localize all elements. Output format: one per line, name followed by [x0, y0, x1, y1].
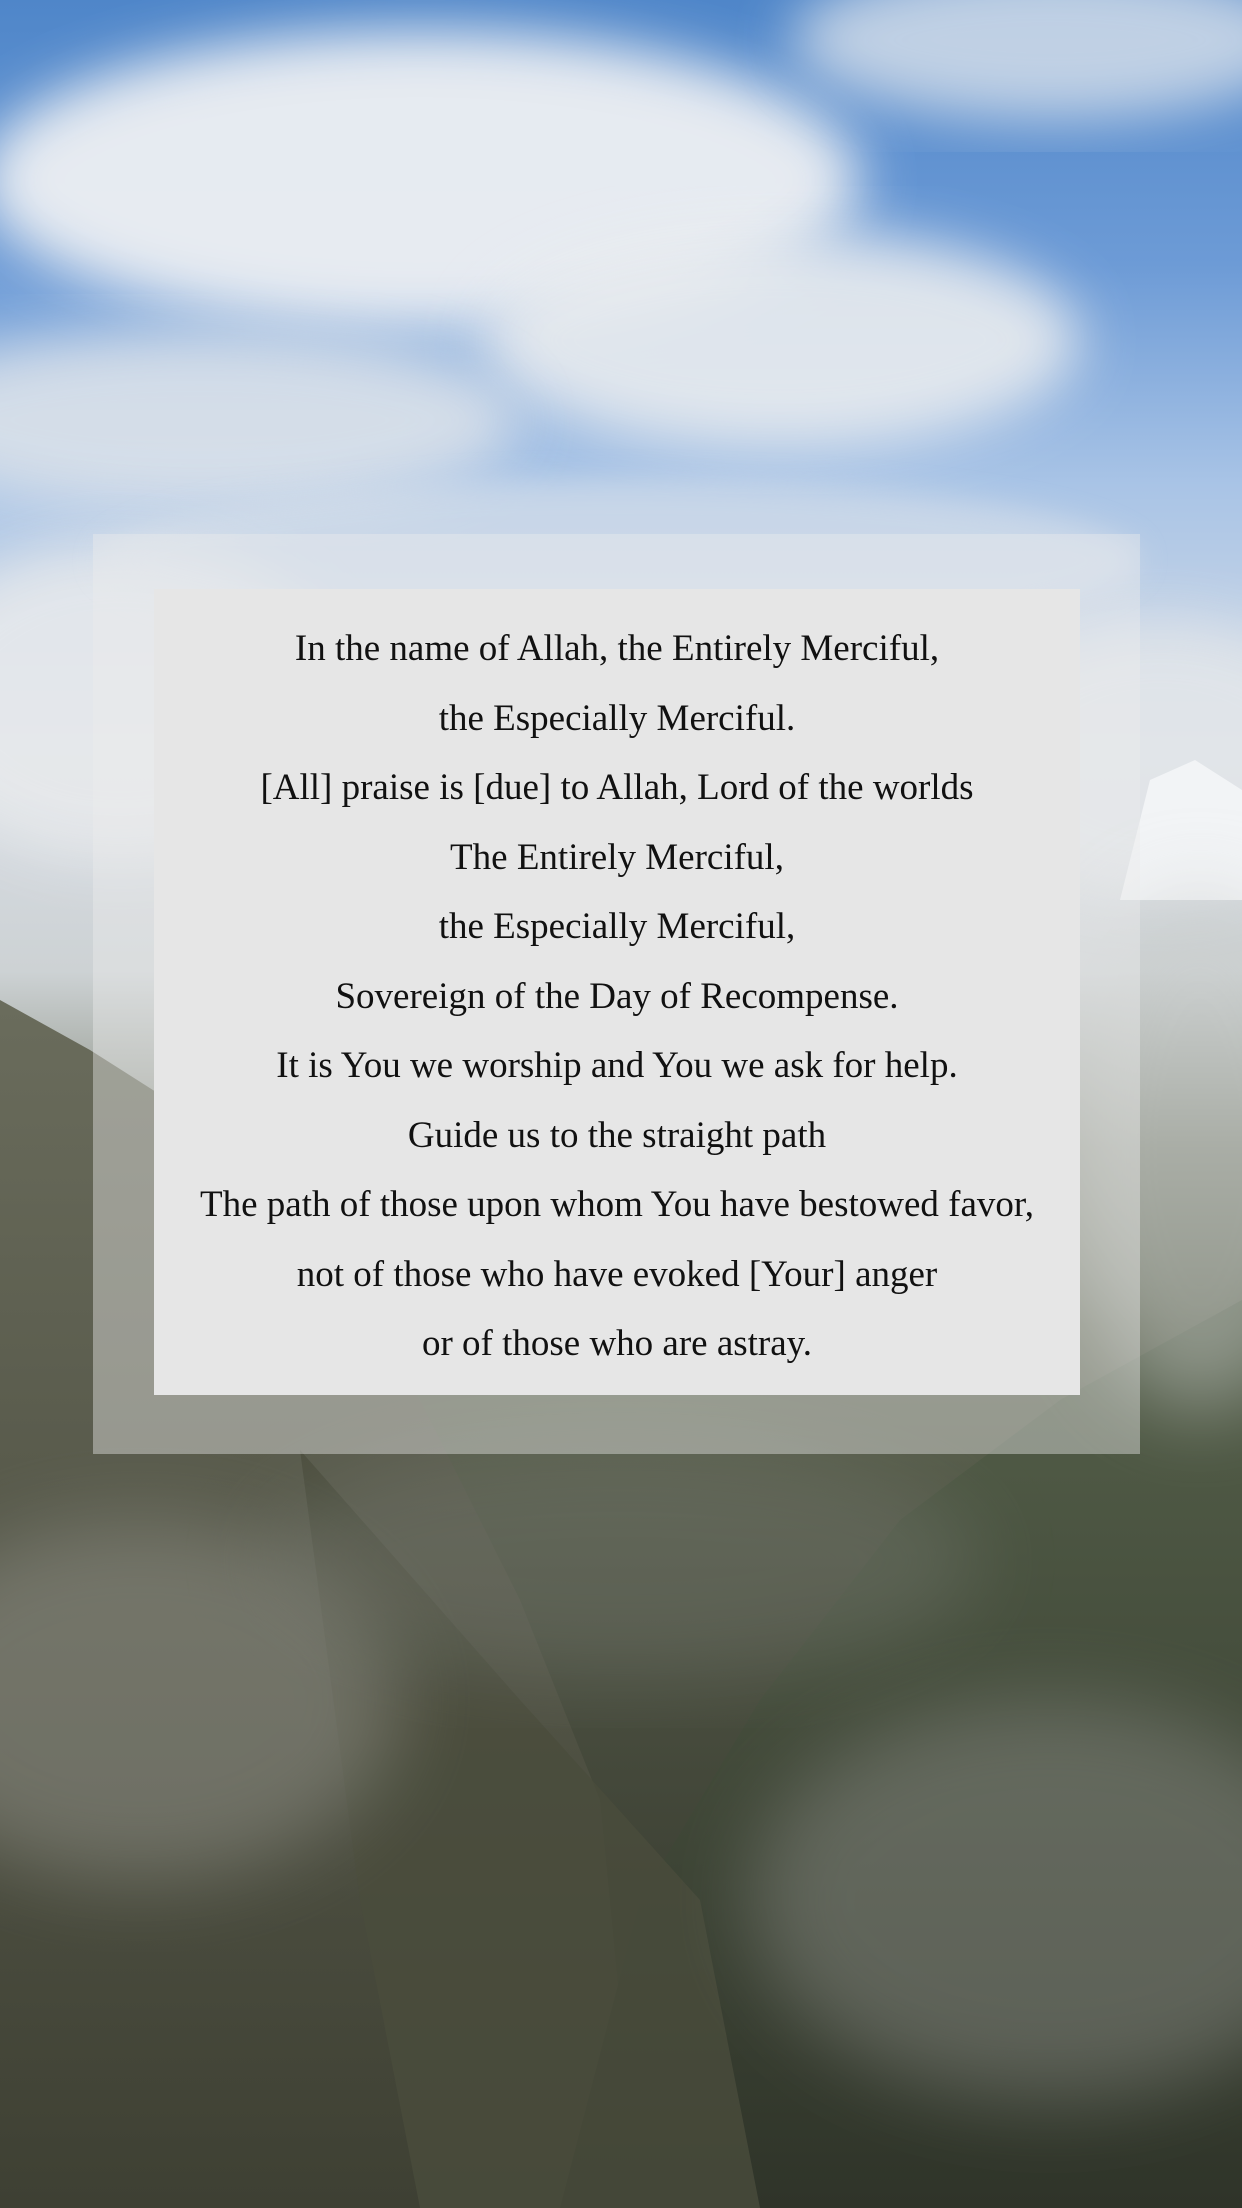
- verse-line: It is You we worship and You we ask for help.: [276, 1045, 958, 1086]
- verse-line: Guide us to the straight path: [407, 1114, 827, 1156]
- verse-line: Sovereign of the Day of Recompense.: [335, 975, 899, 1017]
- verse-line: the Especially Merciful.: [438, 697, 796, 739]
- verse-line: the Especially Merciful,: [438, 906, 796, 947]
- verse-line: The path of those upon whom You have bestowed favor,: [200, 1184, 1034, 1225]
- verse-line: not of those who have evoked [Your] anger: [296, 1253, 938, 1295]
- verse-line: In the name of Allah, the Entirely Merciful,: [294, 628, 940, 669]
- verse-line: or of those who are astray.: [421, 1323, 813, 1364]
- verse-line: The Entirely Merciful,: [450, 836, 784, 878]
- verse-text-panel: [154, 589, 1080, 1395]
- verse-line: [All] praise is [due] to Allah, Lord of the worlds: [260, 767, 974, 808]
